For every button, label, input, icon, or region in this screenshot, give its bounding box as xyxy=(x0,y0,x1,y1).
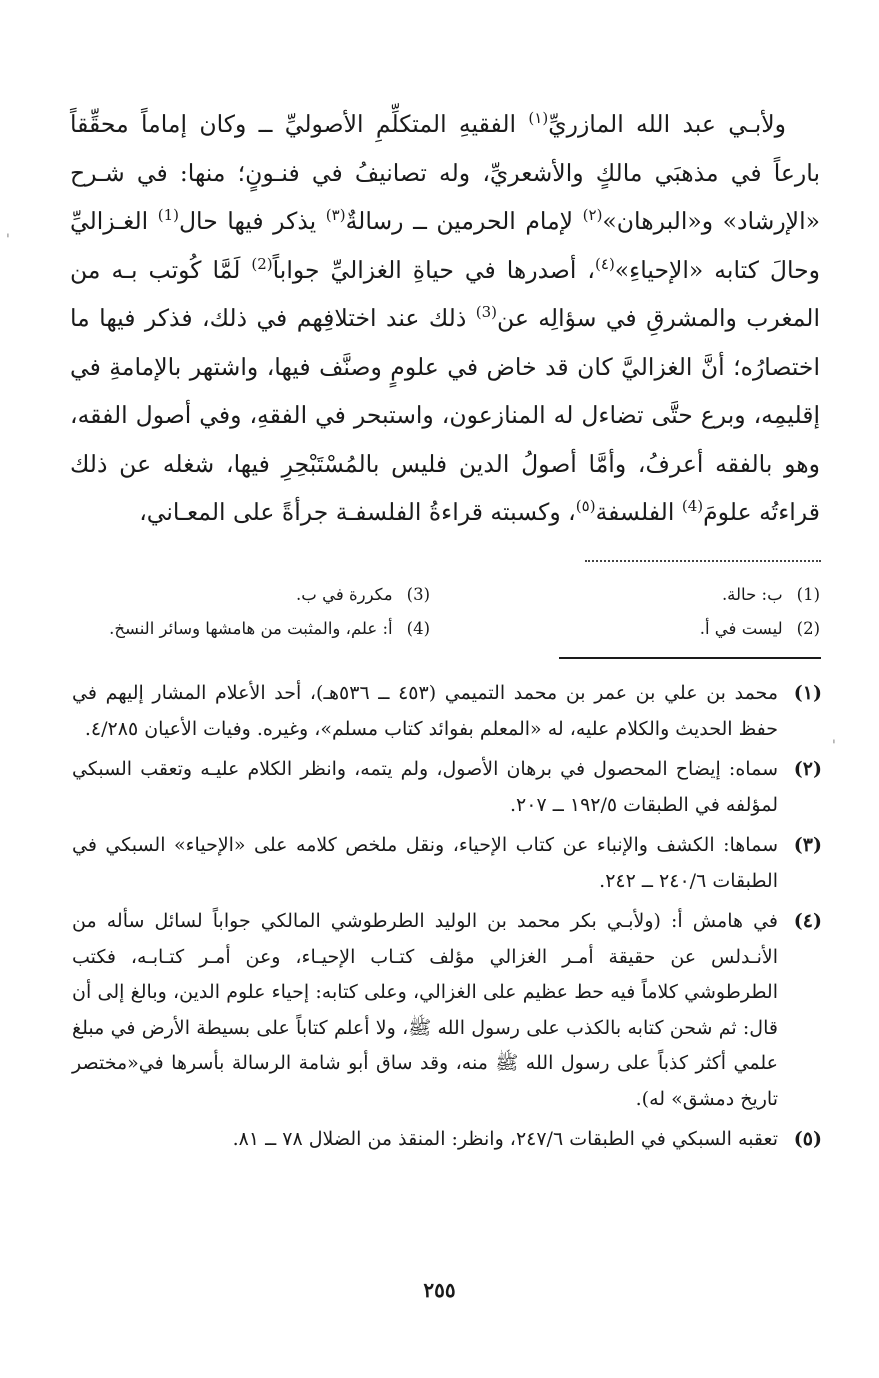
footnote xyxy=(72,752,822,823)
footnote-text: محمد بن علي بن عمر بن محمد التميمي (٤٥٣ ــ ٥٣٦هـ)، أحد الأعلام المشار إليهم في حفظ الحديث والكلام عليه، له «المعلم بفوائد كتاب مسلم»، وغيره. وفيات الأعيان ٤/٢٨٥. xyxy=(72,682,779,740)
main-paragraph xyxy=(70,100,820,537)
footnote-text: تعقبه السبكي في الطبقات ٢٤٧/٦، وانظر: المنقذ من الضلال ٧٨ ــ ٨١. xyxy=(232,1128,778,1150)
text-run: يذكر فيها حال xyxy=(178,207,326,235)
footnote xyxy=(72,828,822,899)
variant-number: (4) xyxy=(406,619,430,638)
margin-mark: ' xyxy=(6,232,10,248)
text-run: الفقيهِ المتكلِّمِ الأصوليِّ ــ وكان إماماً محقِّقاً بارعاً في مذهبَي مالكٍ والأشعريِّ، وله تصانيفُ في فنـونٍ؛ منها: في شـرح «الإرشاد» و«البرهان» xyxy=(70,110,820,235)
footnote-ref: (١) xyxy=(528,109,549,128)
dotted-separator xyxy=(585,560,821,562)
footnote-text: في هامش أ: (ولأبـي بكر محمد بن الوليد الطرطوشي المالكي جواباً لسائل سأله من الأنـدلس عن حقيقة أمـر الغزالي مؤلف كتـاب الإحيـاء، وعن أمـر كتـابـه، فكتب الطرطوشي كلاماً فيه حط عظيم على الغزالي، وعلى كتابه: إحياء علوم الدين، وبالغ إلى أن قال: ثم شحن كتابه بالكذب على رسول الله ﷺ، ولا أعلم كتاباً على بسيطة الأرض في مبلغ علمي أكثر كذباً على رسول الله ﷺ منه، وقد ساق أبو شامة الرسالة بأسرها في«مختصر تاريخ دمشق» له). xyxy=(72,910,778,1110)
variant-ref: (2) xyxy=(251,254,273,273)
variant-text: ليست في أ. xyxy=(699,619,783,638)
text-run: الفلسفة xyxy=(595,498,682,526)
footnote-ref: (٥) xyxy=(575,497,596,516)
footnote-number: (٤) xyxy=(793,910,822,932)
variant-text: أ: علم، والمثبت من هامشها وسائر النسخ. xyxy=(109,619,393,638)
variant-number: (1) xyxy=(796,585,820,604)
footnote-ref: (٤) xyxy=(595,254,615,273)
text-run: ، وكسبته قراءةُ الفلسفـة جرأةً على المعـاني، xyxy=(139,498,576,526)
footnote xyxy=(72,904,822,1117)
variant-ref: (4) xyxy=(681,497,704,516)
footnote-rule xyxy=(559,657,821,659)
footnote-number: (٢) xyxy=(793,758,822,780)
variant-text: مكررة في ب. xyxy=(296,585,393,604)
text-run: لَمَّا كُوتب بـه من المغرب والمشرقِ في سؤالِه عن xyxy=(70,255,820,332)
footnote-ref: (٢) xyxy=(582,206,603,225)
footnote-number: (٥) xyxy=(793,1128,822,1150)
variant-number: (3) xyxy=(406,585,430,604)
variant-note xyxy=(296,578,430,611)
variant-number: (2) xyxy=(796,619,820,638)
text-run: الغـزاليِّ وحالَ كتابه «الإحياءِ» xyxy=(70,207,821,284)
text-run: لإمام الحرمين ــ رسالةٌ xyxy=(345,207,583,235)
margin-mark: ' xyxy=(832,738,836,754)
page-number: ٢٥٥ xyxy=(423,1278,456,1302)
footnote-number: (١) xyxy=(793,682,822,704)
main-text-block xyxy=(70,100,820,537)
footnotes xyxy=(72,676,822,1163)
footnote-number: (٣) xyxy=(793,834,822,856)
text-run: ذلك عند اختلافِهم في ذلك، فذكر فيها ما اختصارُه؛ أنَّ الغزاليَّ كان قد خاض في علومٍ وصنَّف فيها، واشتهر بالإمامةِ في إقليمِه، وبرع حتَّى تضاءل له المنازعون، واستبحر في الفقهِ، وفي أصول الفقه، وهو بالفقه أعرفُ، وأمَّا أصولُ الدين فليس بالمُسْتَبْحِرِ فيها، شغله عن ذلك قراءتُه علومَ xyxy=(70,304,820,526)
text-run: ، أصدرها في حياةِ الغزاليِّ جواباً xyxy=(272,255,596,284)
variant-ref: (3) xyxy=(475,303,497,322)
variant-note xyxy=(700,612,820,645)
footnote-ref: (٣) xyxy=(325,206,346,225)
text-run: ولأبـي عبد الله المازريِّ xyxy=(548,110,786,138)
footnote-text: سماه: إيضاح المحصول في برهان الأصول، ولم يتمه، وانظر الكلام عليـه وتعقب السبكي لمؤلفه في الطبقات ١٩٢/٥ ــ ٢٠٧. xyxy=(72,758,778,816)
footnote xyxy=(72,676,822,747)
footnote xyxy=(72,1122,822,1158)
footnote-text: سماها: الكشف والإنباء عن كتاب الإحياء، ونقل ملخص كلامه على «الإحياء» السبكي في الطبقات ٢٤٠/٦ ــ ٢٤٢. xyxy=(72,834,778,892)
variant-note xyxy=(109,612,430,645)
variant-text: ب: حالة. xyxy=(721,585,783,604)
variant-note xyxy=(722,578,820,611)
variant-ref: (1) xyxy=(157,206,179,225)
